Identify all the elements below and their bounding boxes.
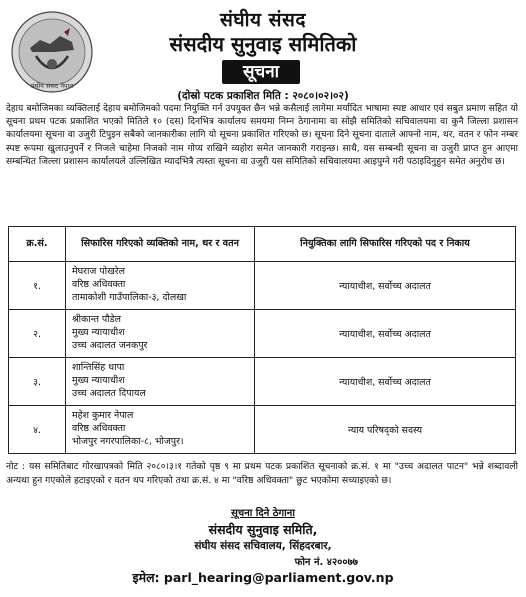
nominee-cell: [66, 358, 255, 406]
notice-label: सूचना: [222, 60, 300, 84]
committee-title: संसदीय सुनुवाइ समितिको: [169, 32, 357, 56]
row-sn: २.: [9, 310, 66, 358]
contact-secretariat: संघीय संसद सचिवालय, सिंहदरबार,: [194, 540, 332, 552]
table-row: [9, 406, 516, 454]
column-header-post: नियुक्तिका लागि सिफारिस गरिएको पद र निकाय: [255, 227, 516, 262]
table-row: [9, 310, 516, 358]
nominee-cell: [66, 262, 255, 310]
row-sn: ४.: [9, 406, 66, 454]
nominee-address: उच्च अदालत जनकपुर: [72, 339, 148, 351]
contact-phone: फोन नं. ४२००७७: [294, 557, 358, 568]
column-header-nominee: सिफारिस गरिएको व्यक्तिको नाम, थर र वतन: [66, 227, 255, 262]
table-row: [9, 262, 516, 310]
nominee-cell: [66, 406, 255, 454]
nominee-title: वरिष्ठ अधिवक्ता: [72, 279, 126, 291]
row-sn: ३.: [9, 358, 66, 406]
nominee-address: तामाकोशी गाउँपालिका-३, दोलखा: [72, 291, 187, 303]
table-row: [9, 358, 516, 406]
nominee-title: मुख्य न्यायाधीश: [72, 375, 125, 387]
nominee-name: महेश कुमार नेपाल: [72, 410, 134, 422]
table-header-row: [9, 227, 516, 262]
nominee-table: [8, 226, 516, 454]
nominee-cell: [66, 310, 255, 358]
contact-email[interactable]: इमेल: parl_hearing@parliament.gov.np: [132, 570, 394, 585]
parliament-title: संघीय संसद: [220, 9, 306, 31]
nominee-post: न्यायाधीश, सर्वोच्च अदालत: [255, 262, 516, 310]
nominee-title: मुख्य न्यायाधीश: [72, 327, 125, 339]
published-date: (दोस्रो पटक प्रकाशित मिति : २०८०।०२।०२): [177, 90, 349, 102]
contact-heading: सूचना दिने ठेगाना: [231, 508, 295, 519]
correction-note: नोट : यस समितिबाट गोरखापत्रको मिति २०८०।३।१ गतेको पृष्ठ ९ मा प्रथम पटक प्रकाशित सूचनाको क्र.सं. १ मा "उच्च अदालत पाटन" भन्ने शब्दावली अन्यथा हुन गएकोले हटाइएको र वतन थप गरिएको तथा क्र.सं. ४ मा "वरिष्ठ अधिवक्ता" छुट भएकोमा सच्याइएको छ।: [6, 461, 518, 486]
contact-address-block: [0, 505, 526, 586]
row-sn: १.: [9, 262, 66, 310]
nominee-title: वरिष्ठ अधिवक्ता: [72, 423, 126, 435]
nominee-name: शान्तिसिंह थापा: [72, 362, 125, 374]
nominee-post: न्याय परिषद्को सदस्य: [255, 406, 516, 454]
nominee-name: मेघराज पोखरेल: [72, 266, 125, 278]
nominee-address: भोजपुर नगरपालिका-८, भोजपुर।: [72, 435, 184, 447]
contact-committee: संसदीय सुनुवाइ समिति,: [208, 522, 318, 537]
emblem-caption: संघीय संसद नेपाल: [30, 82, 74, 90]
column-header-sn: क्र.सं.: [9, 227, 66, 262]
nominee-post: न्यायाधीश, सर्वोच्च अदालत: [255, 310, 516, 358]
nominee-post: न्यायाधीश, सर्वोच्च अदालत: [255, 358, 516, 406]
nominee-name: श्रीकान्त पौडेल: [72, 314, 122, 326]
notice-body-paragraph: देहाय बमोजिमका व्यक्तिलाई देहाय बमोजिमको पदमा नियुक्ति गर्न उपयुक्त छैन भन्ने कसैलाई लागेमा मर्यादित भाषामा स्पष्ट आधार एवं सबुत प्रमाण सहित यो सूचना प्रथम पटक प्रकाशित भएको मितिले १० (दस) दिनभित्र कार्यालय समयमा निम्न ठेगानामा वा सोझै समितिको सचिवालयमा वा कुनै जिल्ला प्रशासन कार्यालयमा सूचना वा उजुरी टिपुइन सबैको जानकारीका लागि यो सूचना प्रकाशित गरिएको छ। सूचना दिने सूचना दाताले आफ्नो नाम, थर, वतन र फोन नम्बर स्पष्ट रूपमा खुलाउनुपर्ने र निजले चाहेमा निजको नाम गोप्य राखिने व्यहोरा समेत जानकारी गराइन्छ। साथै, यस सम्बन्धी सूचना वा उजुरी प्राप्त हुन आएमा सम्बन्धित जिल्ला प्रशासन कार्यालयले उल्लिखित म्यादभित्रै त्यस्ता सूचना वा उजुरी यस समितिको सचिवालयमा आइपुग्ने गरी पठाइदिनुहुन समेत अनुरोध छ।: [6, 104, 518, 167]
nominee-address: उच्च अदालत दिपायल: [72, 387, 146, 399]
